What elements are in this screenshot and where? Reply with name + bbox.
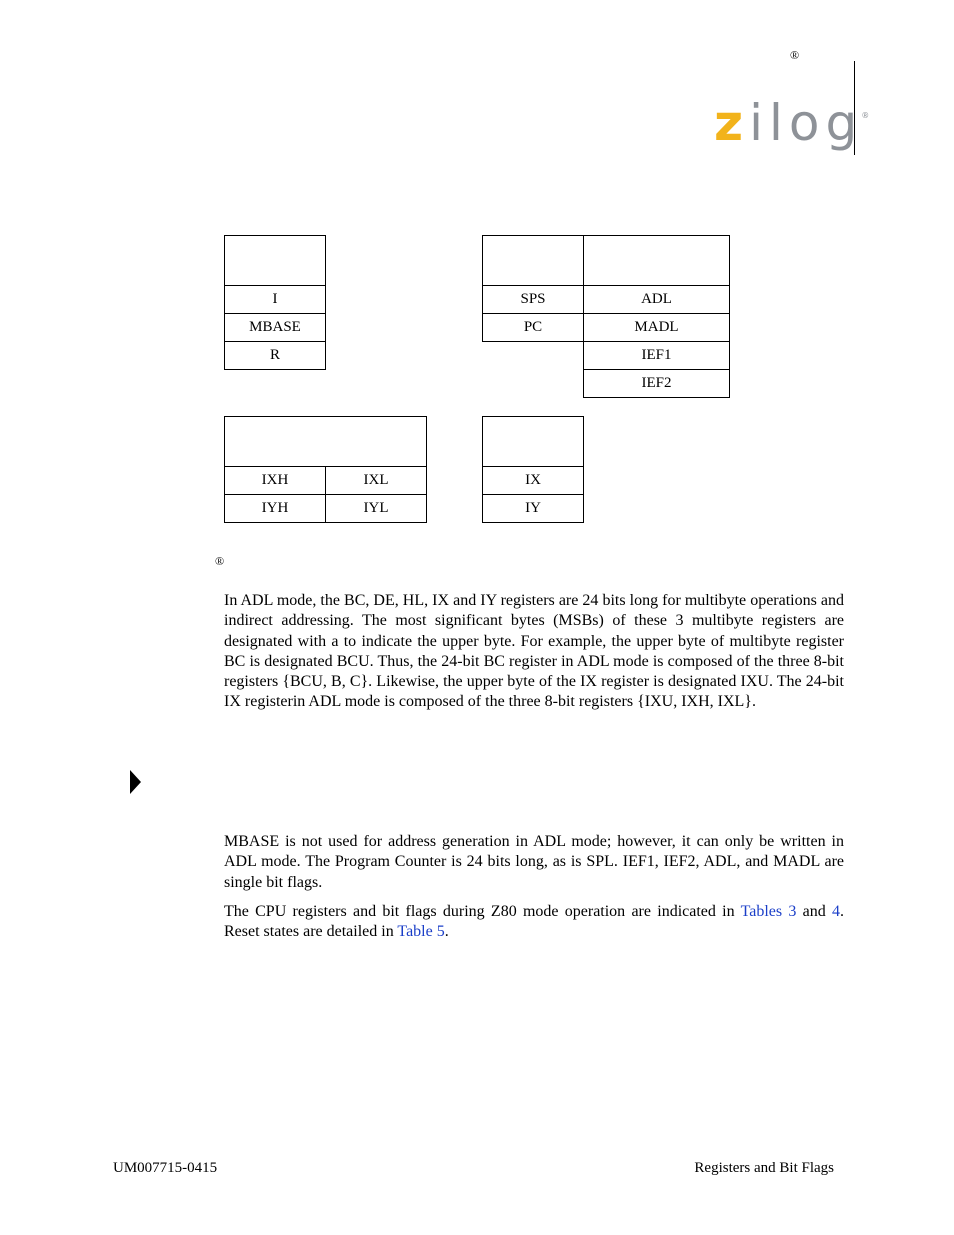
table-header-cell <box>483 417 584 467</box>
table-header-cell <box>225 236 326 286</box>
table-cell: IEF2 <box>584 370 730 398</box>
caption-registered-mark: ® <box>215 554 225 568</box>
table-cell: MBASE <box>225 314 326 342</box>
control-registers-table <box>482 235 730 398</box>
footer-doc-number: UM007715-0415 <box>113 1160 218 1176</box>
paragraph-text: The CPU registers and bit flags during Z80 mode operation are indicated in <box>224 903 741 920</box>
table-empty-cell <box>483 342 584 370</box>
table-cell: IXH <box>225 467 326 495</box>
table-4-link[interactable]: 4 <box>832 903 841 920</box>
table-cell: SPS <box>483 286 584 314</box>
table-cell: MADL <box>584 314 730 342</box>
table-cell: IEF1 <box>584 342 730 370</box>
special-registers-table <box>224 235 326 370</box>
table-cell: IXL <box>326 467 427 495</box>
table-cell: PC <box>483 314 584 342</box>
z80-mode-paragraph <box>224 902 844 943</box>
footer-section-title: Registers and Bit Flags <box>694 1160 834 1176</box>
table-cell: I <box>225 286 326 314</box>
note-arrow-icon <box>130 770 141 794</box>
table-cell: IX <box>483 467 584 495</box>
table-header-cell <box>225 417 427 467</box>
adl-registers-paragraph: In ADL mode, the BC, DE, HL, IX and IY registers are 24 bits long for multibyte operations and indirect addressing. The most significant bytes (MSBs) of these 3 multibyte registers are designated with a to indicate the upper byte. For example, the upper byte of multibyte register BC is designated BCU. Thus, the 24-bit BC register in ADL mode is composed of the three 8-bit registers {BCU, B, C}. Likewise, the upper byte of the IX register is designated IXU. The 24-bit IX registerin ADL mode is composed of the three 8-bit registers {IXU, IXH, IXL}. <box>224 592 844 711</box>
mbase-paragraph: MBASE is not used for address generation in ADL mode; however, it can only be written in ADL mode. The Program Counter is 24 bits long, as is SPL. IEF1, IEF2, ADL, and MADL are single bit flags. <box>224 833 844 891</box>
table-cell: IY <box>483 495 584 523</box>
table-cell: R <box>225 342 326 370</box>
table-empty-cell <box>483 370 584 398</box>
logo-rest: ilog <box>749 94 864 152</box>
index-8bit-registers-table <box>224 416 427 523</box>
table-header-cell <box>483 236 584 286</box>
paragraph-text: . Reset states are detailed in <box>224 903 845 941</box>
tables-3-link[interactable]: Tables 3 <box>740 903 797 920</box>
registered-mark: ® <box>790 48 800 62</box>
table-header-cell <box>584 236 730 286</box>
table-5-link[interactable]: Table 5 <box>397 923 445 941</box>
paragraph-text: . <box>444 923 449 941</box>
table-cell: ADL <box>584 286 730 314</box>
table-cell: IYL <box>326 495 427 523</box>
paragraph-text: and <box>796 903 833 920</box>
logo-z: z <box>714 94 750 152</box>
zilog-logo <box>714 94 870 152</box>
index-16bit-registers-table <box>482 416 584 523</box>
table-cell: IYH <box>225 495 326 523</box>
logo-trademark: ® <box>861 111 870 120</box>
